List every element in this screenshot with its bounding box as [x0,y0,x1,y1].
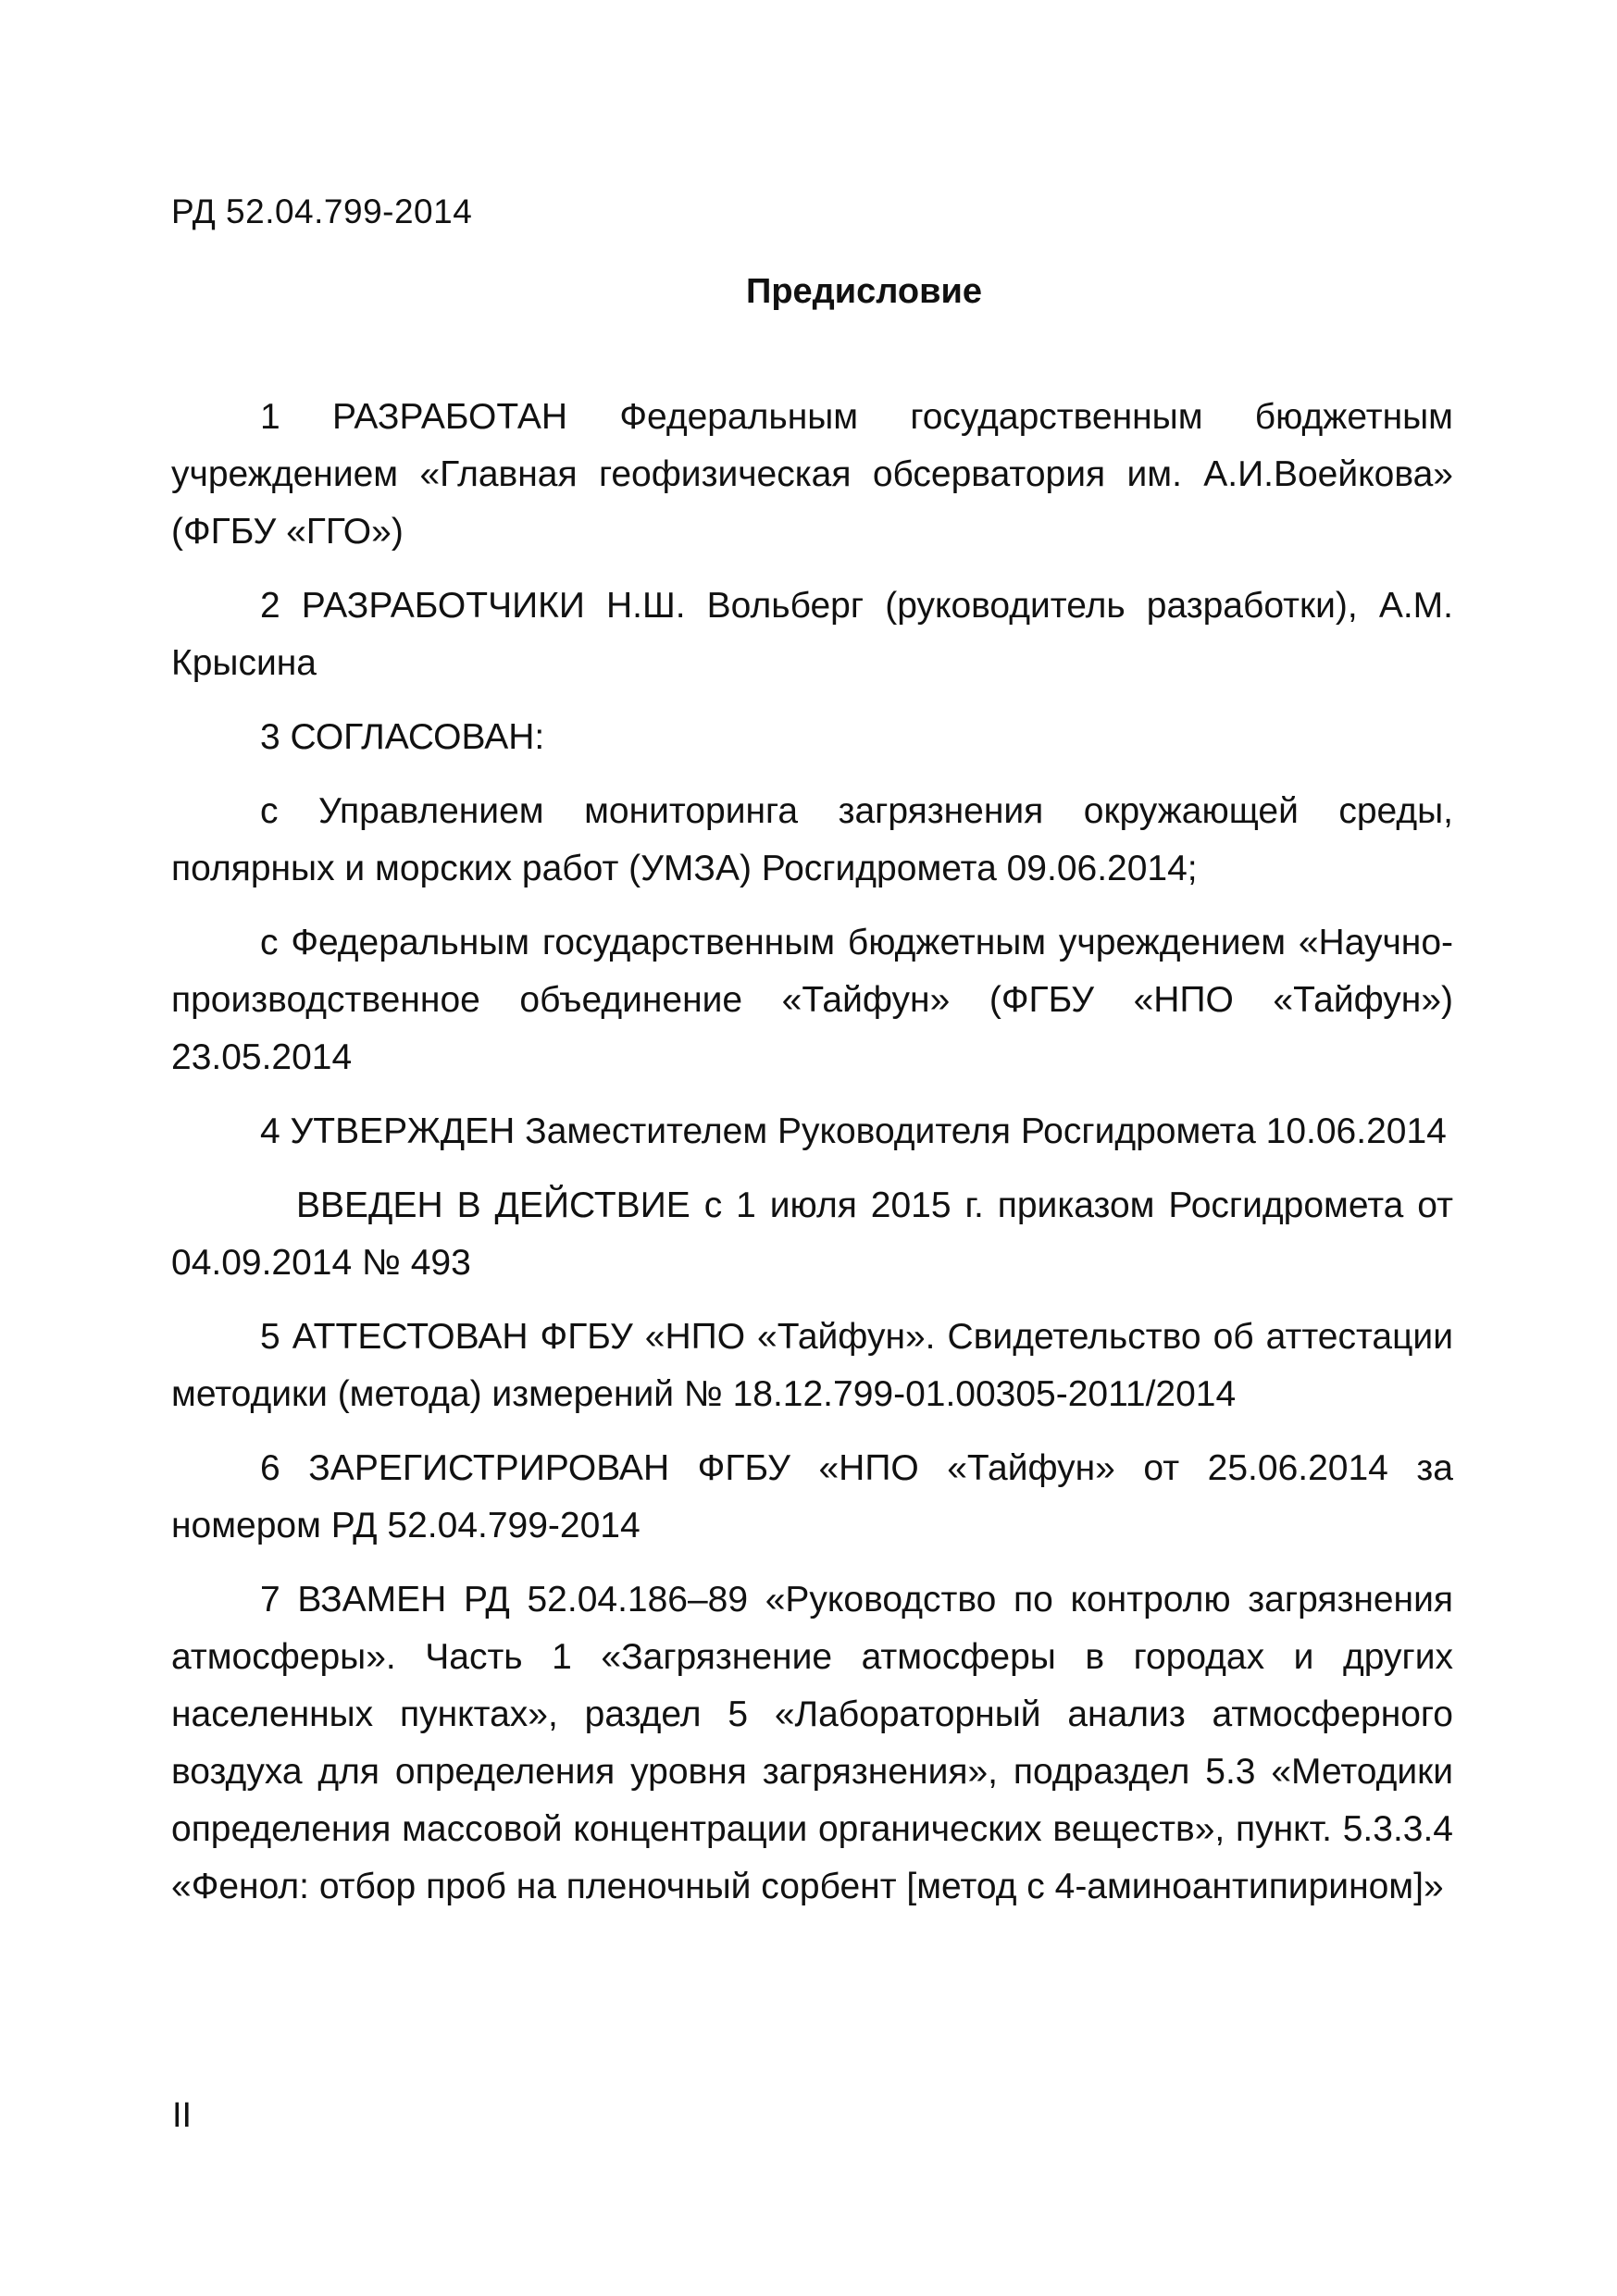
document-code: РД 52.04.799-2014 [171,192,473,230]
paragraph-registered: 6 ЗАРЕГИСТРИРОВАН ФГБУ «НПО «Тайфун» от 25.06.2014 за номером РД 52.04.799-2014 [171,1448,1453,1545]
paragraph-developed: 1 РАЗРАБОТАН Федеральным государственным бюджетным учреждением «Главная геофизическая обсерватория им. А.И.Воейкова» (ФГБУ «ГГО») [171,397,1453,552]
paragraph-approved: 4 УТВЕРЖДЕН Заместителем Руководителя Росгидромета 10.06.2014 [260,1111,1447,1151]
paragraph-agreed-typhoon: с Федеральным государственным бюджетным учреждением «Научно-производственное объединение «Тайфун» (ФГБУ «НПО «Тайфун») 23.05.2014 [171,923,1453,1077]
paragraph-enacted: ВВЕДЕН В ДЕЙСТВИЕ с 1 июля 2015 г. приказом Росгидромета от 04.09.2014 № 493 [171,1185,1453,1283]
preface-body [171,389,1453,1932]
paragraph-agreed-umza: с Управлением мониторинга загрязнения окружающей среды, полярных и морских работ (УМЗА) Росгидромета 09.06.2014; [171,791,1453,888]
page-title: Предисловие [746,272,982,311]
paragraph-agreed: 3 СОГЛАСОВАН: [260,717,545,757]
paragraph-developers: 2 РАЗРАБОТЧИКИ Н.Ш. Вольберг (руководитель разработки), А.М. Крысина [171,586,1453,683]
paragraph-replaces: 7 ВЗАМЕН РД 52.04.186–89 «Руководство по контролю загрязнения атмосферы». Часть 1 «Загрязнение атмосферы в городах и других населенных пунктах», раздел 5 «Лабораторный анализ атмосферного воздуха для определения уровня загрязнения», подраздел 5.3 «Методики определения массовой концентрации органических веществ», пункт. 5.3.3.4 «Фенол: отбор проб на пленочный сорбент [метод с 4-аминоантипирином]» [171,1580,1453,1906]
page-number: II [172,2096,193,2135]
paragraph-certified: 5 АТТЕСТОВАН ФГБУ «НПО «Тайфун». Свидетельство об аттестации методики (метода) измерений № 18.12.799-01.00305-2011/2014 [171,1317,1453,1414]
